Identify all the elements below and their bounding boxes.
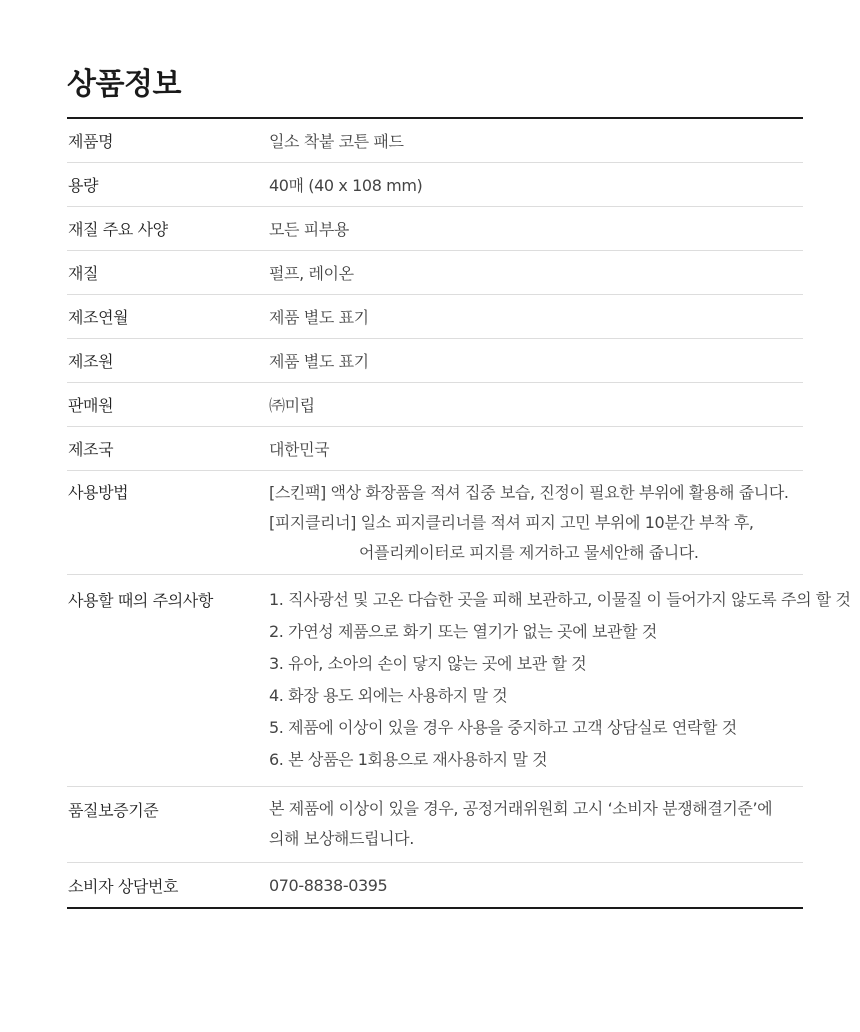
info-row-capacity	[67, 163, 803, 207]
info-row-manufacturer	[67, 339, 803, 383]
row-label: 사용할 때의 주의사항	[68, 591, 213, 610]
product-info-table	[67, 117, 851, 909]
info-row-main-spec	[67, 207, 803, 251]
caution-line: 6. 본 상품은 1회용으로 재사용하지 말 것	[269, 750, 548, 769]
caution-line: 2. 가연성 제품으로 화기 또는 열기가 없는 곳에 보관할 것	[269, 622, 657, 641]
row-label: 제조원	[68, 352, 114, 371]
caution-line: 3. 유아, 소아의 손이 닿지 않는 곳에 보관 할 것	[269, 654, 587, 673]
row-label: 품질보증기준	[68, 801, 159, 820]
row-value: 펄프, 레이온	[269, 264, 354, 283]
row-value: 대한민국	[269, 440, 330, 459]
info-row-usage	[67, 471, 803, 575]
row-value: 제품 별도 표기	[269, 308, 369, 327]
row-label: 제조국	[68, 440, 114, 459]
row-value	[269, 471, 803, 574]
info-row-material	[67, 251, 803, 295]
usage-line: 어플리케이터로 피지를 제거하고 물세안해 줍니다.	[359, 543, 699, 562]
row-label: 소비자 상담번호	[68, 876, 179, 896]
contact-phone: 070-8838-0395	[269, 875, 388, 895]
quality-line: 본 제품에 이상이 있을 경우, 공정거래위원회 고시 ‘소비자 분쟁해결기준’에	[269, 799, 773, 818]
row-label: 제품명	[68, 132, 114, 151]
row-label: 판매원	[68, 396, 114, 415]
caution-line: 5. 제품에 이상이 있을 경우 사용을 중지하고 고객 상담실로 연락할 것	[269, 718, 737, 737]
quality-line: 의해 보상해드립니다.	[269, 829, 414, 848]
caution-line: 1. 직사광선 및 고온 다습한 곳을 피해 보관하고, 이물질 이 들어가지 않도록 주의 할 것	[269, 590, 851, 609]
row-value	[269, 787, 803, 862]
row-label: 용량	[68, 176, 99, 195]
row-label: 제조연월	[68, 308, 129, 327]
row-value: 일소 착붙 코튼 패드	[269, 132, 404, 151]
usage-line: [스킨팩] 액상 화장품을 적셔 집중 보습, 진정이 필요한 부위에 활용해 줍니다.	[269, 483, 789, 502]
row-value: 40매 (40 x 108 mm)	[269, 176, 423, 195]
product-info-section	[67, 62, 851, 909]
info-row-caution	[67, 575, 851, 787]
info-row-seller	[67, 383, 803, 427]
info-row-consumer-contact	[67, 863, 803, 907]
caution-line: 4. 화장 용도 외에는 사용하지 말 것	[269, 686, 508, 705]
usage-line: [피지클리너] 일소 피지클리너를 적셔 피지 고민 부위에 10분간 부착 후,	[269, 513, 754, 532]
info-row-manufacture-date	[67, 295, 803, 339]
info-row-product-name	[67, 119, 803, 163]
row-label: 재질	[68, 264, 99, 283]
row-label: 재질 주요 사양	[68, 220, 168, 239]
page-title: 상품정보	[67, 67, 181, 102]
row-value: 제품 별도 표기	[269, 352, 369, 371]
row-value: 모든 피부용	[269, 220, 349, 239]
row-label: 사용방법	[68, 483, 129, 502]
info-row-quality-standard	[67, 787, 803, 863]
row-value	[269, 575, 851, 786]
info-row-country	[67, 427, 803, 471]
row-value: ㈜미립	[269, 396, 315, 415]
